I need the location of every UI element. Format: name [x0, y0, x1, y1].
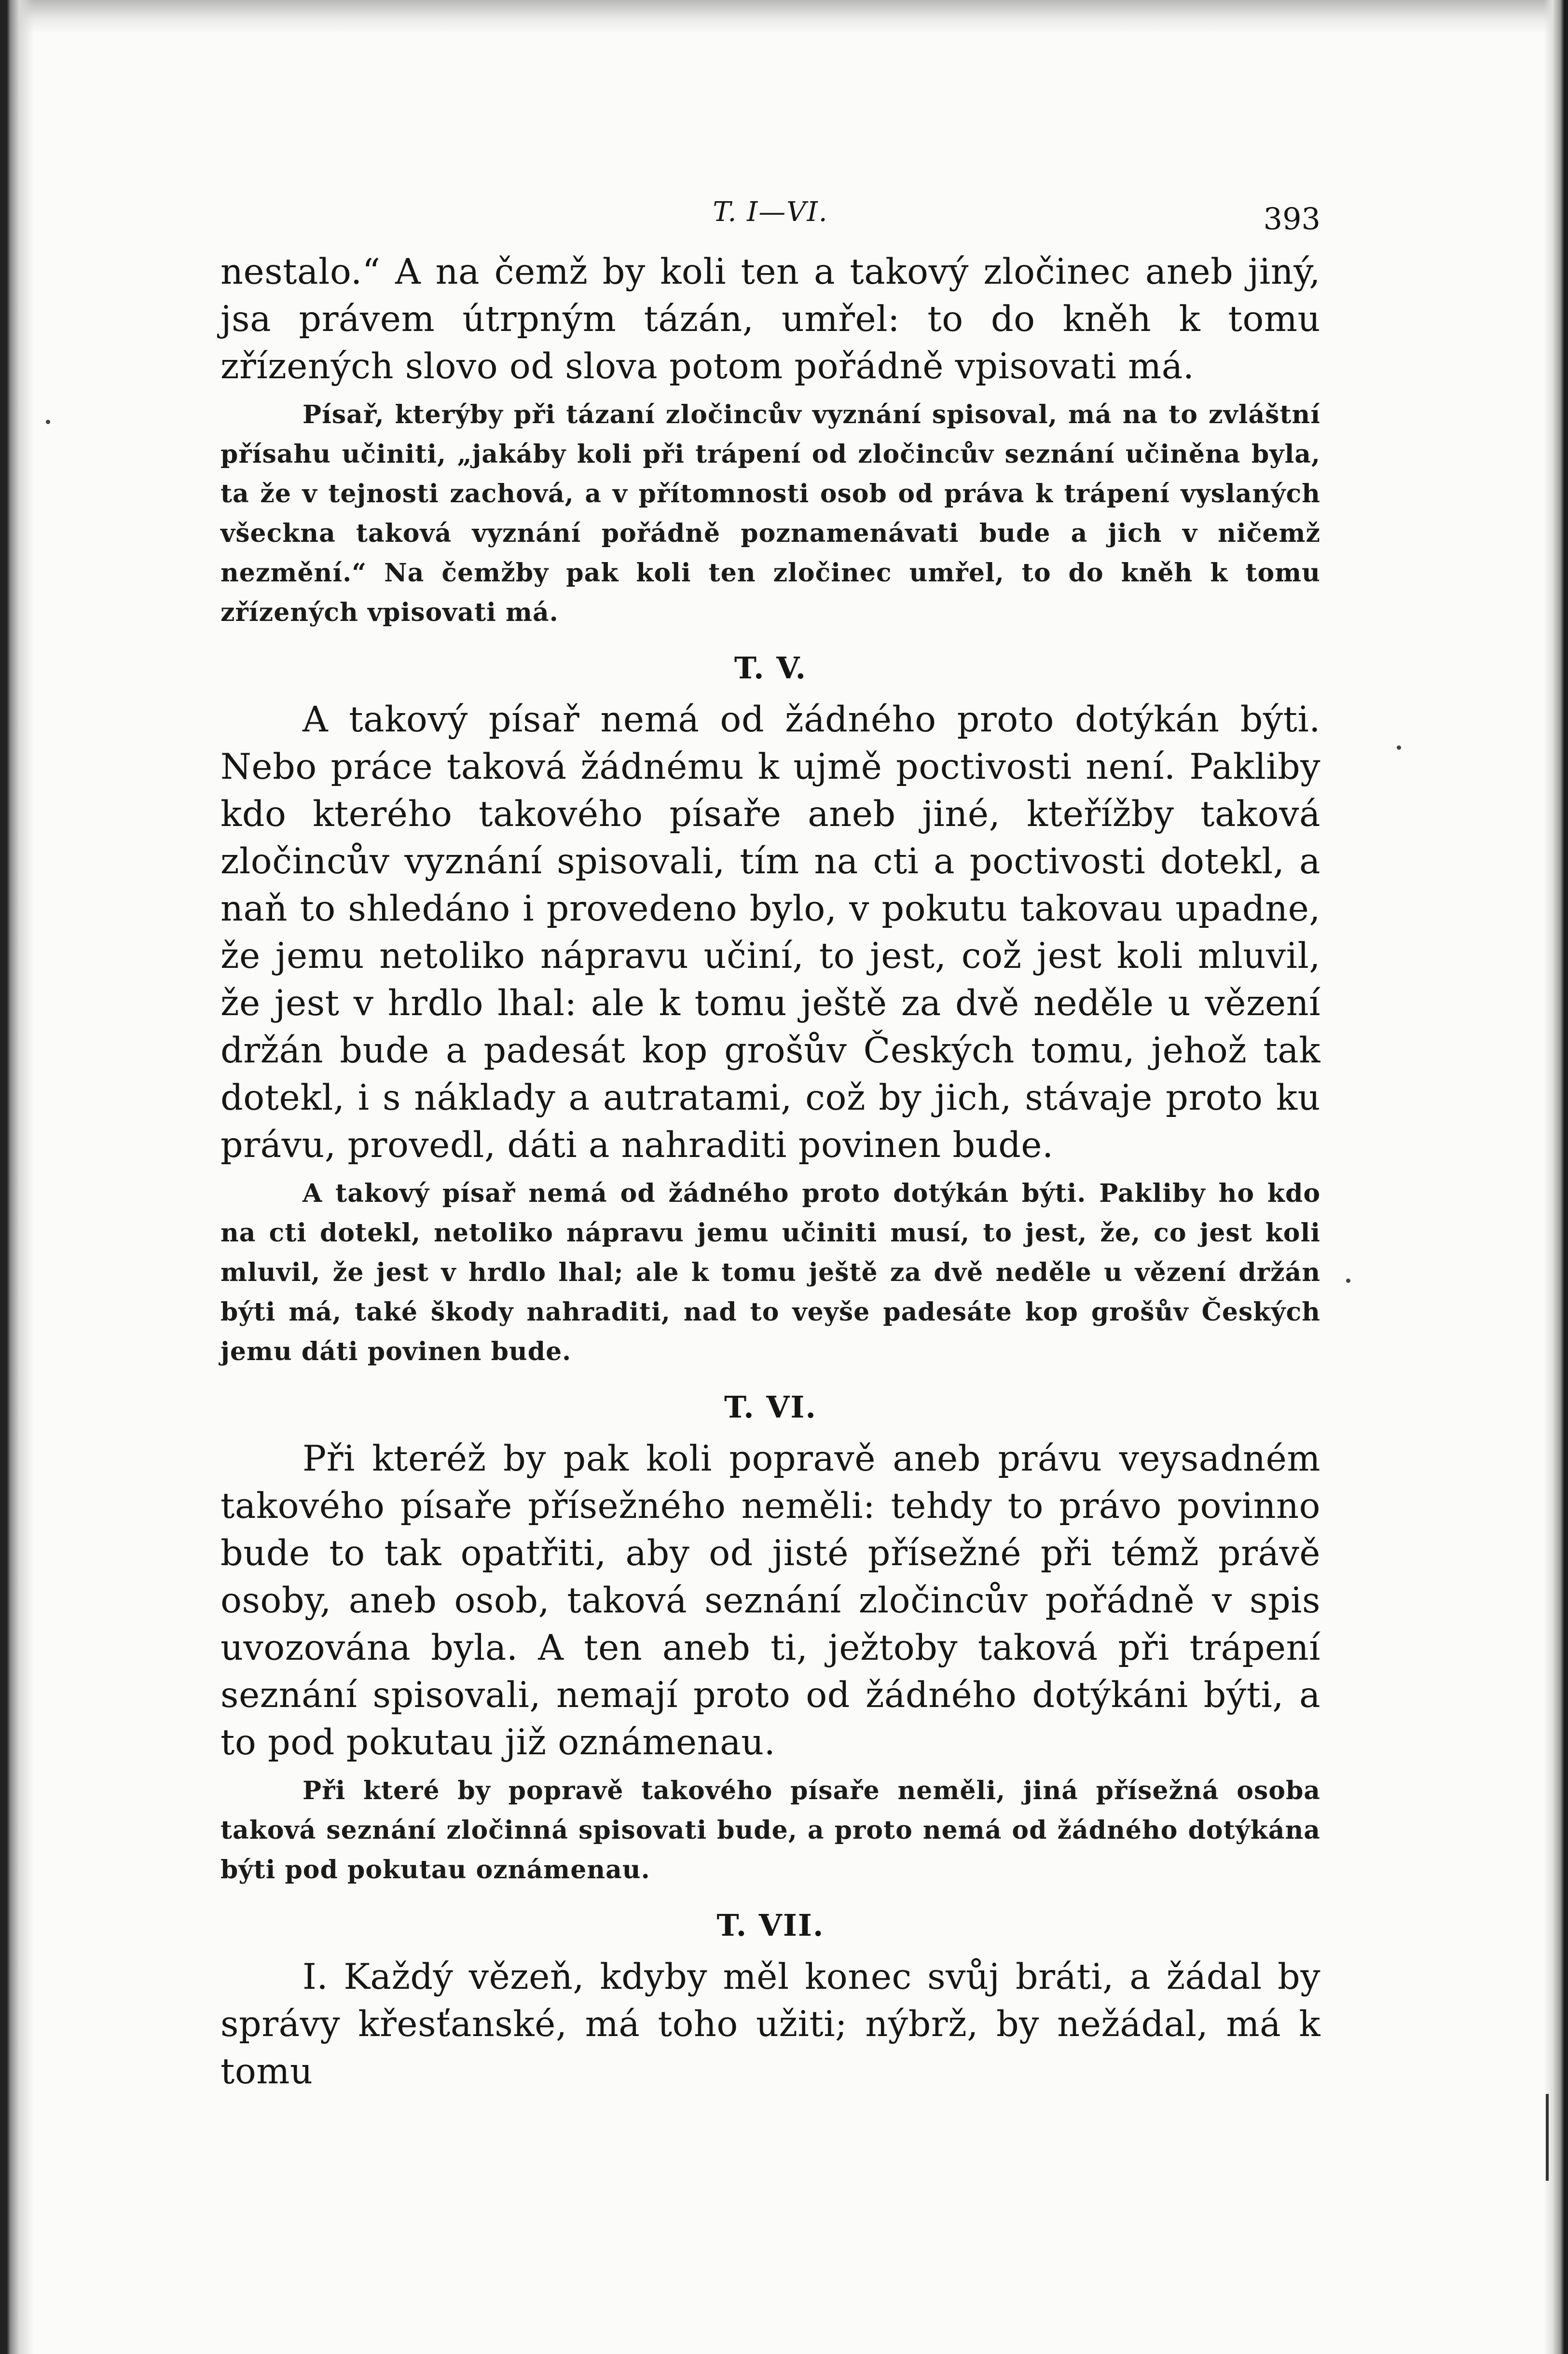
- scan-edge-left: [0, 0, 34, 2354]
- scan-edge-right: [1544, 0, 1568, 2354]
- main-paragraph: nestalo.“ A na čemž by koli ten a takový zločinec aneb jiný, jsa právem útrpným tázán, umřel: to do kněh k tomu zřízených slovo od slova potom pořádně vpisovati má.: [220, 251, 1320, 387]
- section-heading: T. VII.: [716, 1908, 825, 1943]
- page-content: [220, 191, 1320, 2095]
- scan-speck: [1397, 745, 1401, 750]
- scan-edge-top: [0, 0, 1568, 34]
- running-header-title: T. I—VI.: [713, 196, 828, 228]
- scan-edge-mark: [1546, 2094, 1549, 2181]
- main-paragraph: I. Každý vězeň, kdyby měl konec svůj bráti, a žádal by správy křesťanské, má toho užiti; nýbrž, by nežádal, má k tomu: [220, 1956, 1320, 2092]
- section-heading: T. V.: [734, 650, 807, 686]
- section-heading: T. VI.: [724, 1390, 817, 1425]
- commentary-note: Písař, kterýby při tázaní zločincův vyznání spisoval, má na to zvláštní přísahu učiniti, „jakáby koli při trápení od zločincův seznání učiněna byla, ta že v tejnosti zachová, a v přítomnosti osob od práva k trápení vyslaných všeckna taková vyznání pořádně poznamenávati bude a jich v ničemž nezmění.“ Na čemžby pak koli ten zločinec umřel, to do kněh k tomu zřízených vpisovati má.: [220, 400, 1320, 627]
- scan-speck: [46, 420, 50, 424]
- main-paragraph: Při kteréž by pak koli popravě aneb právu veysadném takového písaře přísežného neměli: tehdy to právo povinno bude to tak opatřiti, aby od jisté přísežné při témž právě osoby, aneb osob, taková seznání zločincův pořádně v spis uvozována byla. A ten aneb ti, ježtoby taková při trápení seznání spisovali, nemají proto od žádného dotýkáni býti, a to pod pokutau již oznámenau.: [220, 1438, 1320, 1763]
- scan-speck: [1346, 1279, 1350, 1283]
- commentary-note: Při které by popravě takového písaře neměli, jiná přísežná osoba taková seznání zločinná spisovati bude, a proto nemá od žádného dotýkána býti pod pokutau oznámenau.: [220, 1776, 1320, 1885]
- commentary-note: A takový písař nemá od žádného proto dotýkán býti. Pakliby ho kdo na cti dotekl, netoliko nápravu jemu učiniti musí, to jest, že, co jest koli mluvil, že jest v hrdlo lhal; ale k tomu ještě za dvě neděle u vězení držán býti má, také škody nahraditi, nad to veyše padesáte kop grošův Českých jemu dáti povinen bude.: [220, 1179, 1320, 1366]
- running-header: [220, 191, 1320, 248]
- page-number: 393: [1263, 201, 1320, 236]
- main-paragraph: A takový písař nemá od žádného proto dotýkán býti. Nebo práce taková žádnému k ujmě poctivosti není. Pakliby kdo kterého takového písaře aneb jiné, kteřížby taková zločincův vyznání spisovali, tím na cti a poctivosti dotekl, a naň to shledáno i provedeno bylo, v pokutu takovau upadne, že jemu netoliko nápravu učiní, to jest, což jest koli mluvil, že jest v hrdlo lhal: ale k tomu ještě za dvě neděle u vězení držán bude a padesát kop grošův Českých tomu, jehož tak dotekl, i s náklady a autratami, což by jich, stávaje proto ku právu, provedl, dáti a nahraditi povinen bude.: [220, 699, 1320, 1166]
